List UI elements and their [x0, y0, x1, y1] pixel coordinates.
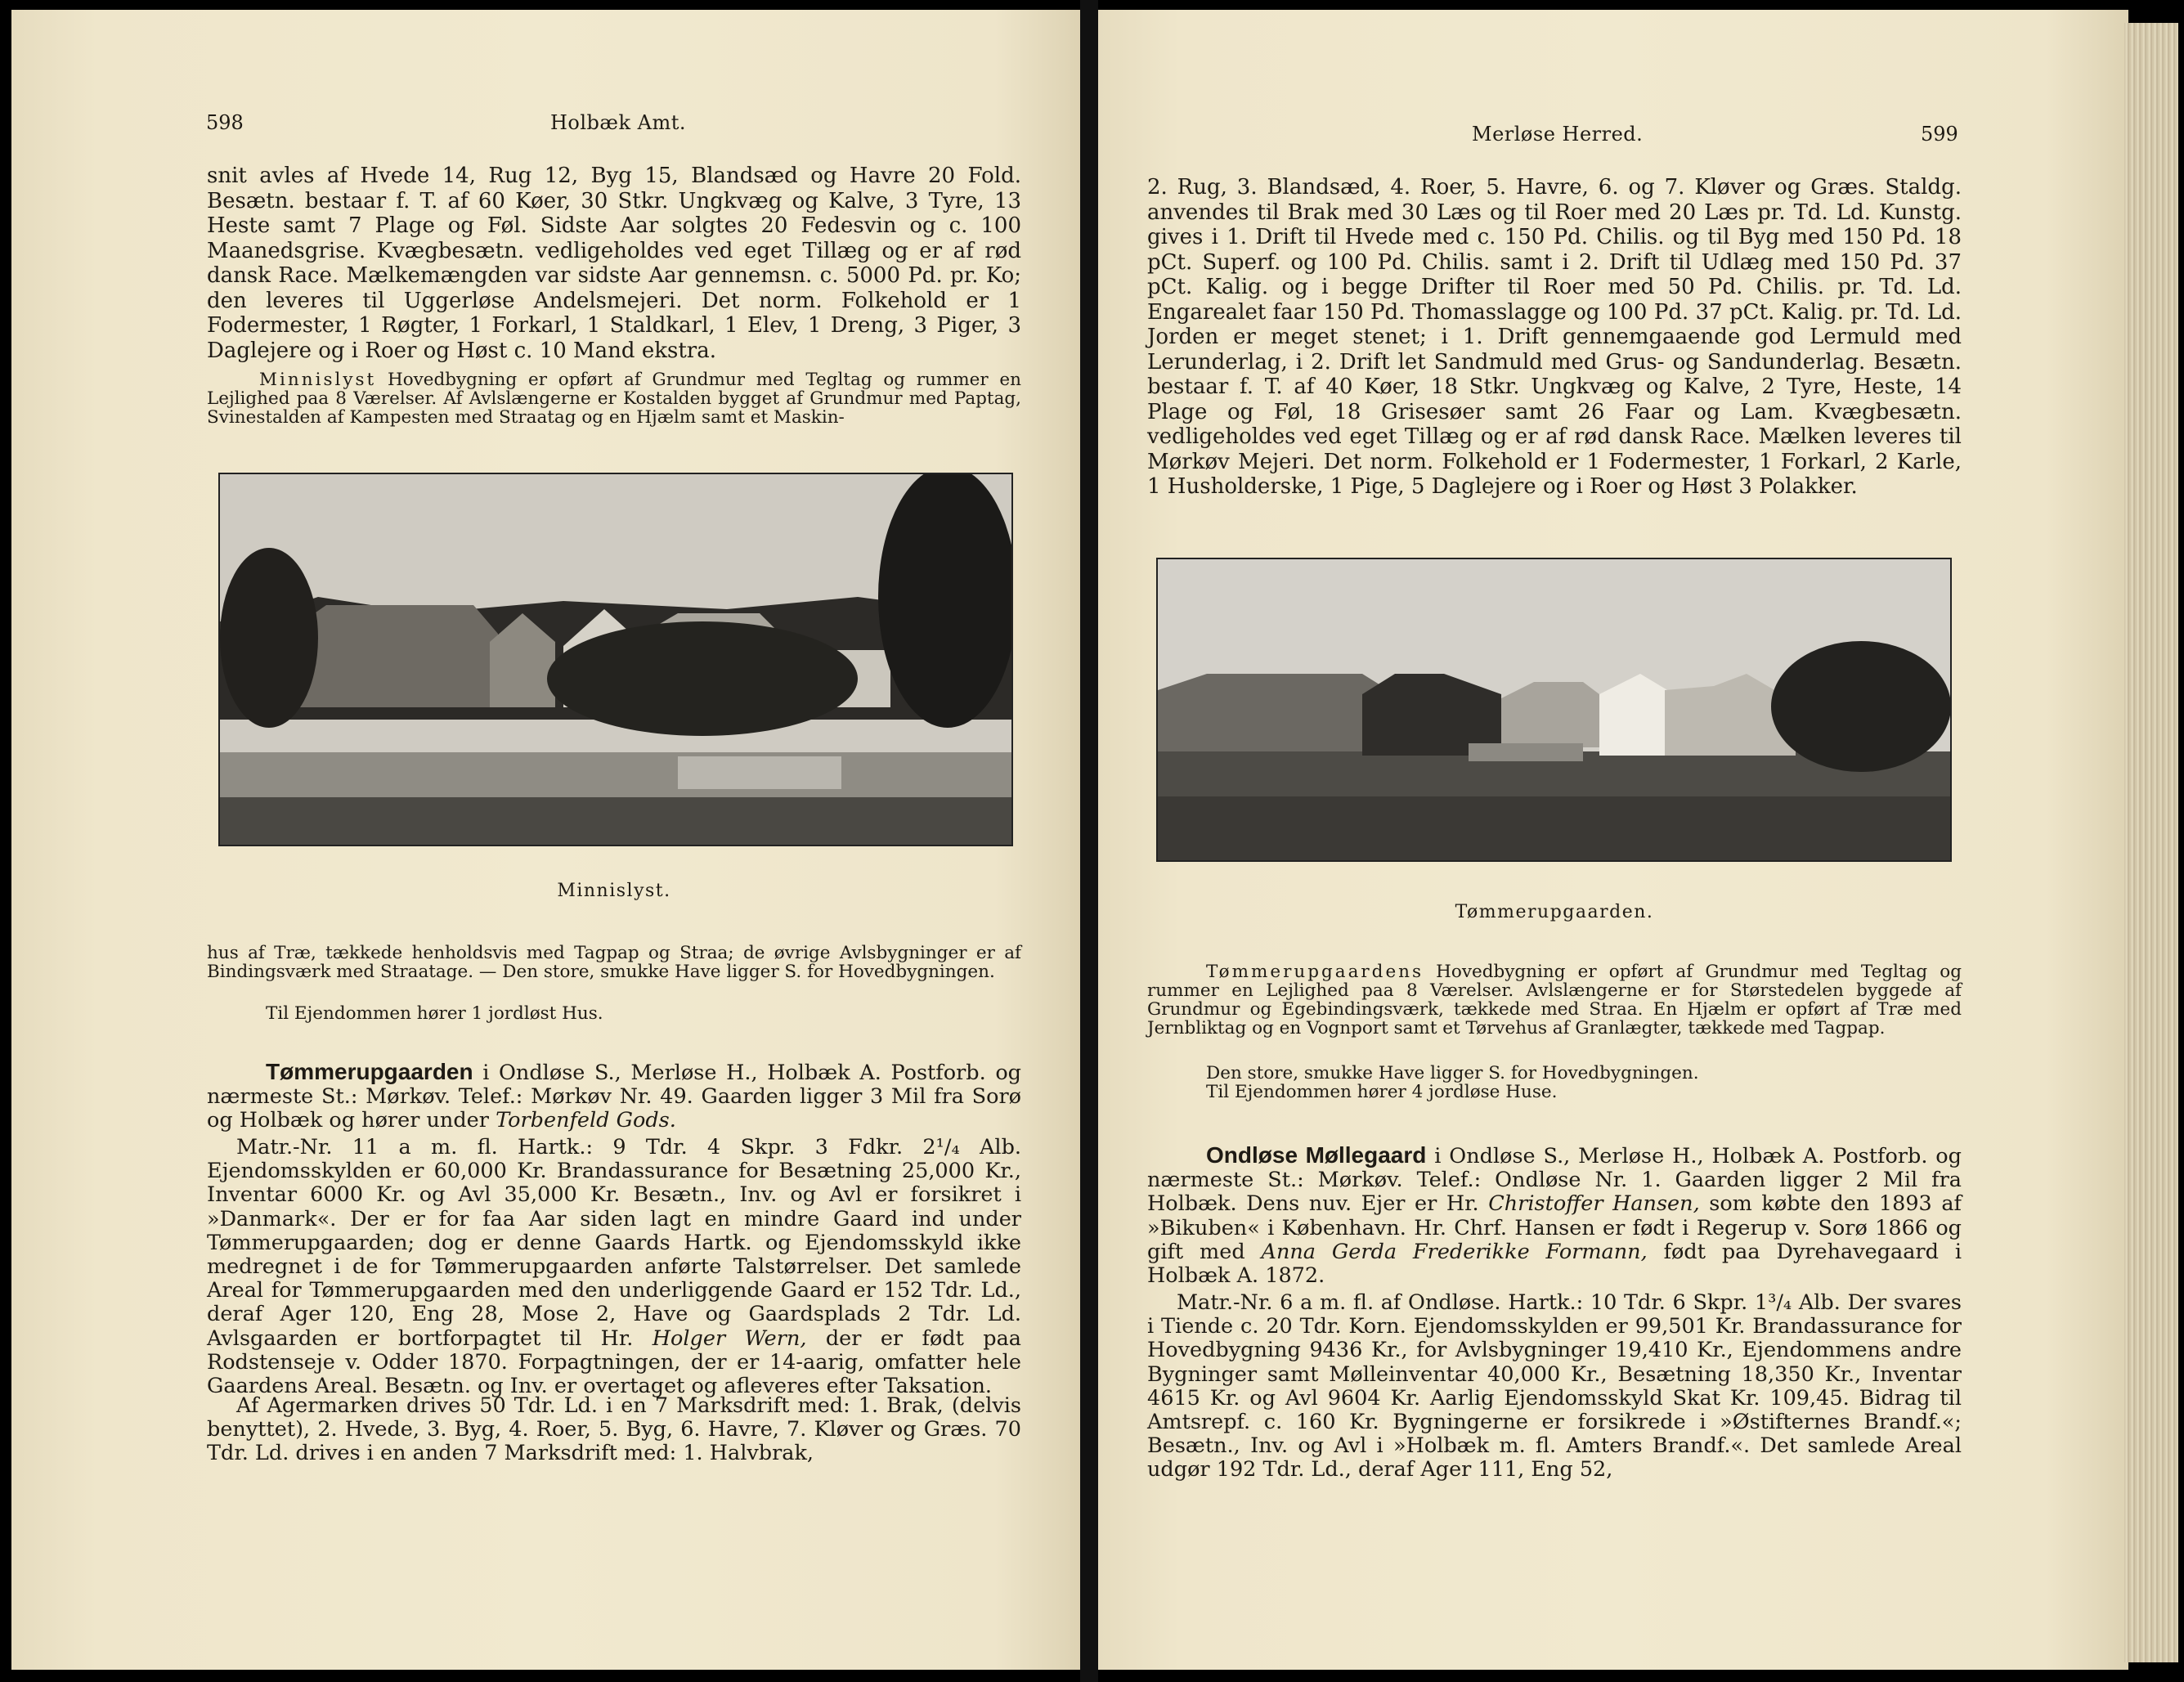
ondlose-mollegaard-entry-head — [1147, 1143, 1962, 1288]
ondlose-location: i Ondløse S., Merløse H., Holbæk A. Postforb. og nærmeste St.: Mørkøv. Telef.: Ondløse Nr. 1. Gaarden ligger 2 Mil fra Holbæk. Dens nuv. Ejer er Hr. — [1147, 1144, 1962, 1217]
wife-name: Anna Gerda Frederikke Formann, — [1261, 1239, 1648, 1264]
minnislyst-name: Minnislyst — [259, 370, 377, 390]
tommerupgaarden-details — [207, 1136, 1021, 1398]
right-page-number: 599 — [1921, 123, 1958, 146]
left-jordlos-hus: Til Ejendommen hører 1 jordløst Hus. — [266, 1003, 603, 1024]
tommerupgaarden-caption: Tømmerupgaarden. — [1455, 902, 1654, 922]
ondlose-birthplace: født paa Dyrehavegaard i Holbæk A. 1872. — [1147, 1239, 1962, 1289]
tommerupgaardens-garden: Den store, smukke Have ligger S. for Hovedbygningen. — [1206, 1063, 1699, 1083]
ondlose-history: som købte den 1893 af »Bikuben« i København. Hr. Chrf. Hansen er født i Regerup v. Sorø 1866 og gift med — [1147, 1191, 1962, 1264]
tommerupgaarden-crop-rotation: Af Agermarken drives 50 Tdr. Ld. i en 7 Marksdrift med: 1. Brak, (delvis benyttet), 2. Hvede, 3. Byg, 4. Roer, 5. Byg, 6. Havre, 7. Kløver og Græs. 70 Tdr. Ld. drives i en anden 7 Marksdrift med: 1. Halvbrak, — [207, 1393, 1021, 1466]
book-gutter — [1080, 0, 1098, 1682]
left-page-number: 598 — [206, 111, 244, 134]
tommerupgaardens-name: Tømmerupgaardens — [1206, 962, 1424, 982]
tommerupgaarden-photo-image — [1158, 559, 1950, 860]
minnislyst-text: Hovedbygning er opført af Grundmur med Tegltag og rummer en Lejlighed paa 8 Værelser. Af Avlslængerne er Kostalden bygget af Grundmur med Paptag, Svinestalden af Kampesten med Straatag og en Hjælm samt et Maskin- — [207, 370, 1021, 428]
owner-name: Christoffer Hansen, — [1488, 1191, 1700, 1217]
torbenfeld-gods: Torbenfeld Gods. — [496, 1108, 676, 1133]
tommerupgaarden-photo — [1156, 558, 1952, 862]
tenant-name: Holger Wern, — [652, 1325, 807, 1351]
right-running-head: Merløse Herred. — [1472, 123, 1644, 146]
left-intro-paragraph: snit avles af Hvede 14, Rug 12, Byg 15, Blandsæd og Havre 20 Fold. Besætn. bestaar f. T. af 60 Køer, 30 Stkr. Ungkvæg og Kalve, 3 Tyre, 13 Heste samt 7 Plage og Føl. Sidste Aar solgtes 20 Fedesvin og c. 100 Maanedsgrise. Kvægbesætn. vedligeholdes ved eget Tillæg og er af rød dansk Race. Mælkemængden var sidste Aar gennemsn. c. 5000 Pd. pr. Ko; den leveres til Uggerløse Andelsmejeri. Det norm. Folkehold er 1 Fodermester, 1 Røgter, 1 Forkarl, 1 Staldkarl, 1 Elev, 1 Dreng, 3 Piger, 3 Daglejere og i Roer og Høst c. 10 Mand ekstra. — [207, 164, 1021, 363]
right-intro-paragraph: 2. Rug, 3. Blandsæd, 4. Roer, 5. Havre, 6. og 7. Kløver og Græs. Staldg. anvendes til Brak med 30 Læs og til Roer med 20 Læs pr. Td. Ld. Kunstg. gives i 1. Drift til Hvede med c. 150 Pd. Chilis. og til Byg med 150 Pd. 18 pCt. Superf. og 100 Pd. Chilis. samt i 2. Drift til Udlæg med 150 Pd. 37 pCt. Kalig. og i begge Drifter til Roer med 50 Pd. Chilis. pr. Td. Ld. Engarealet faar 150 Pd. Thomasslagge og 100 Pd. 37 pCt. Kalig. pr. Td. Ld. Jorden er meget stenet; i 1. Drift gennemgaaende god Lermuld med Lerunderlag, i 2. Drift let Sandmuld med Grus- og Sandunderlag. Besætn. bestaar f. T. af 40 Køer, 18 Stkr. Ungkvæg og Kalve, 2 Tyre, Heste, 14 Plage og Føl, 18 Grisesøer samt 26 Faar og Lam. Kvægbesætn. vedligeholdes ved eget Tillæg og er af rød dansk Race. Mælken leveres til Mørkøv Mejeri. Det norm. Folkehold er 1 Fodermester, 1 Forkarl, 2 Karle, 1 Husholderske, 1 Pige, 5 Daglejere og i Roer og Høst 3 Polakker. — [1147, 175, 1962, 499]
page-edges — [2124, 23, 2178, 1662]
tommerupgaardens-text: Hovedbygning er opført af Grundmur med Tegltag og rummer en Lejlighed paa 8 Værelser. Avlslængerne er for Størstedelen byggede af Grundmur og Egebindingsværk, tækkede med Straa. En Hjælm er opført af Træ med Jernbliktag og en Vognport samt et Tørvehus af Granlægter, tækkede med Tagpap. — [1147, 962, 1962, 1038]
tommerupgaardens-houses: Til Ejendommen hører 4 jordløse Huse. — [1206, 1082, 1558, 1102]
minnislyst-caption: Minnislyst. — [557, 881, 671, 901]
minnislyst-photo-image — [220, 474, 1011, 845]
tommerupgaarden-details-a: Matr.-Nr. 11 a m. fl. Hartk.: 9 Tdr. 4 Skpr. 3 Fdkr. 2¹/₄ Alb. Ejendomsskylden er 60,000 Kr. Brandassurance for Besætning 25,000 Kr., Inventar 6000 Kr. og Avl 35,000 Kr. Besætn., Inv. og Avl er forsikret i »Danmark«. Der er for faa Aar siden lagt en mindre Gaard ind under Tømmerupgaarden; dog er denne Gaards Hartk. og Ejendomsskyld ikke medregnet i de for Tømmerupgaarden anførte Talstørrelser. Det samlede Areal for Tømmerupgaarden med den underliggende Gaard er 152 Tdr. Ld., deraf Ager 120, Eng 28, Mose 2, Have og Gaardsplads 2 Tdr. Ld. Avlsgaarden er bortforpagtet til Hr. — [207, 1135, 1021, 1351]
tommerupgaarden-details-b: der er født paa Rodstenseje v. Odder 1870. Forpagtningen, der er 14-aarig, omfatter hele Gaardens Areal. Besætn. og Inv. er overtaget og afleveres efter Taksation. — [207, 1325, 1021, 1399]
ondlose-details: Matr.-Nr. 6 a m. fl. af Ondløse. Hartk.: 10 Tdr. 6 Skpr. 1³/₄ Alb. Der svares i Tiende c. 20 Tdr. Korn. Ejendomsskylden er 99,501 Kr. Brandassurance for Hovedbygning 9436 Kr., for Avlsbygninger 19,410 Kr., Ejendommens andre Bygninger samt Mølleinventar 40,000 Kr., Besætning 18,350 Kr., Inventar 4615 Kr. og Avl 9604 Kr. Aarlig Ejendomsskyld Skat Kr. 109,45. Bidrag til Amtsrepf. c. 160 Kr. Bygningerne er forsikrede i »Østifternes Brandf.«; Besætn., Inv. og Avl i »Holbæk m. fl. Amters Brandf.«. Det samlede Areal udgør 192 Tdr. Ld., deraf Ager 111, Eng 52, — [1147, 1290, 1962, 1482]
tommerupgaarden-location: i Ondløse S., Merløse H., Holbæk A. Postforb. og nærmeste St.: Mørkøv. Telef.: Mørkøv Nr. 49. Gaarden ligger 3 Mil fra Sorø og Holbæk og hører under — [207, 1061, 1021, 1133]
minnislyst-photo — [218, 473, 1013, 846]
minnislyst-description — [207, 370, 1021, 427]
tommerupgaardens-description — [1147, 962, 1962, 1038]
ondlose-mollegaard-name: Ondløse Møllegaard — [1206, 1142, 1427, 1168]
left-after-photo-text: hus af Træ, tækkede henholdsvis med Tagpap og Straa; de øvrige Avlsbygninger er af Bindingsværk med Straatage. — Den store, smukke Have ligger S. for Hovedbygningen. — [207, 943, 1021, 982]
tommerupgaarden-name: Tømmerupgaarden — [266, 1059, 473, 1084]
tommerupgaarden-entry-head — [207, 1060, 1021, 1133]
left-running-head: Holbæk Amt. — [550, 111, 687, 134]
